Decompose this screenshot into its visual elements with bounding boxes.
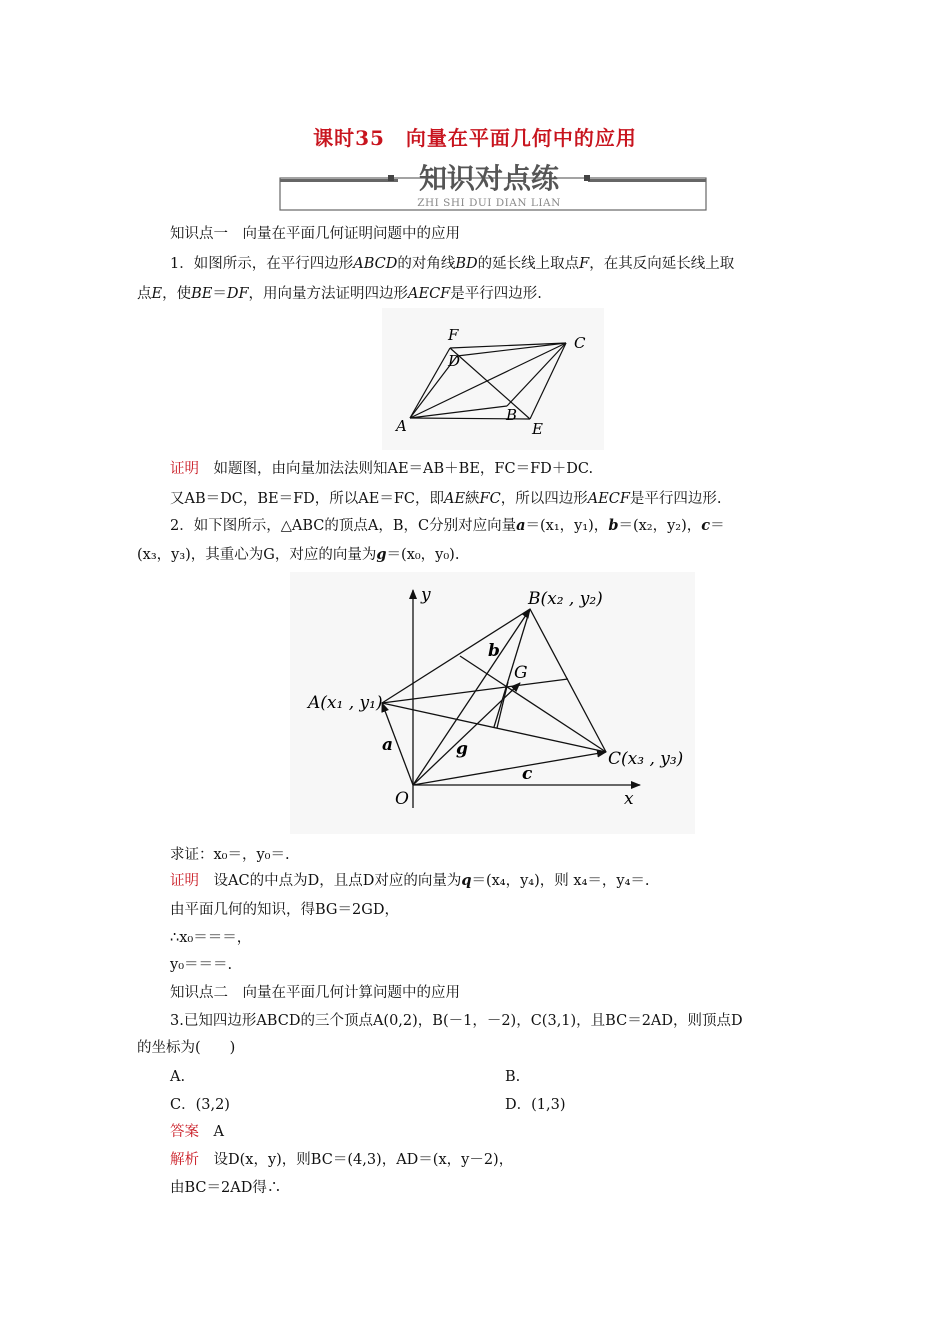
question-3-line-1: 3.已知四边形ABCD的三个顶点A(0,2)，B(－1，－2)，C(3,1)，且BC＝2AD，则顶点D [170,1013,743,1029]
vector-c-label: c [522,764,533,784]
claim-line: 求证：x₀＝，y₀＝. [170,847,290,863]
proof-2-line-3: ∴x₀＝＝＝， [170,930,252,946]
vector-g-label: g [456,739,468,759]
banner-main: 知识对点练 [418,162,560,195]
label-B: B [506,406,518,424]
answer-line: 答案 A [170,1124,224,1140]
proof-2-line-2: 由平面几何的知识，得BG＝2GD， [170,902,399,918]
proof-2-line-1: 证明 设AC的中点为D，且点D对应的向量为q＝(x₄，y₄)，则 x₄＝，y₄＝. [170,872,650,889]
label-D: D [448,352,461,370]
option-D: D．(1,3) [505,1097,566,1113]
point-B-label: B(x₂ , y₂) [528,589,603,609]
question-2-line-2: (x₃，y₃)，其重心为G，对应的向量为g＝(x₀，y₀). [137,546,460,563]
label-F: F [448,326,459,344]
proof-2-line-4: y₀＝＝＝. [170,957,233,973]
option-B: B. [505,1069,521,1085]
proof-1-line-1: 证明 如题图，由向量加法法则知AE＝AB＋BE，FC＝FD＋DC. [170,461,594,477]
label-A: A [396,417,407,435]
question-3-line-2: 的坐标为( ) [137,1040,236,1056]
question-2-line-1: 2．如下图所示，△ABC的顶点A，B，C分别对应向量a＝(x₁，y₁)，b＝(x₂，y₂)，c＝ [170,517,725,534]
label-E: E [532,420,543,438]
point-A-label: A(x₁ , y₁) [308,693,383,713]
point-C-label: C(x₃ , y₃) [608,749,684,769]
section-banner [278,160,708,212]
analysis-line-2: 由BC＝2AD得∴ [170,1180,282,1196]
option-C: C．(3,2) [170,1097,230,1113]
vector-a-label: a [382,735,394,755]
point-G-label: G [514,663,528,683]
option-A: A. [170,1069,186,1085]
parallelogram-figure [382,308,604,450]
banner-sub: ZHI SHI DUI DIAN LIAN [417,197,561,209]
analysis-line-1: 解析 设D(x，y)，则BC＝(4,3)，AD＝(x，y－2)， [170,1152,514,1168]
question-1-line-1: 1．如图所示，在平行四边形ABCD的对角线BD的延长线上取点F，在其反向延长线上取 [170,256,735,272]
origin-label: O [395,789,409,809]
axis-x-label: x [624,789,634,809]
centroid-figure [290,572,695,834]
section-heading-1: 知识点一 向量在平面几何证明问题中的应用 [170,226,460,242]
page-title: 课时35 向量在平面几何中的应用 [313,126,637,150]
vector-b-label: b [488,641,500,661]
question-1-line-2: 点E，使BE＝DF，用向量方法证明四边形AECF是平行四边形. [137,286,542,302]
axis-y-label: y [421,585,431,605]
label-C: C [574,334,586,352]
proof-1-line-2: 又AB＝DC，BE＝FD，所以AE＝FC，即AE綊FC，所以四边形AECF是平行四边形. [170,491,722,507]
section-heading-2: 知识点二 向量在平面几何计算问题中的应用 [170,985,460,1001]
